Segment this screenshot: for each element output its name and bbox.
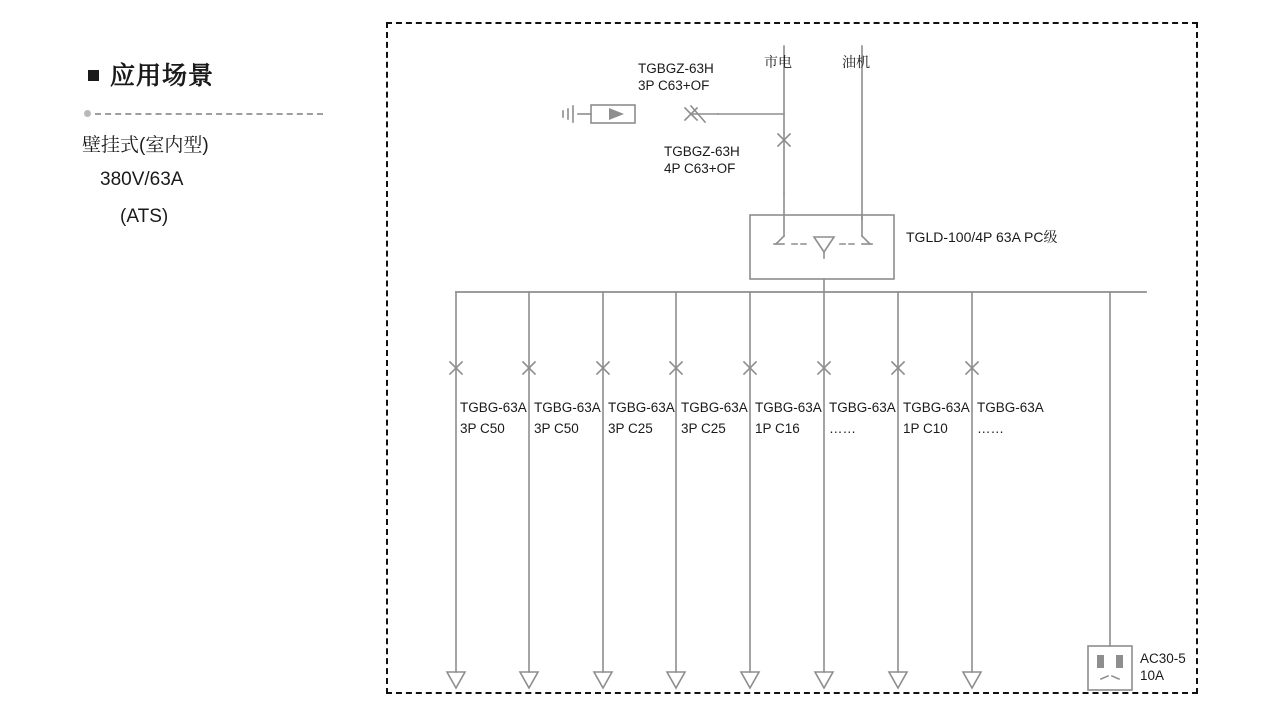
label-feeder-3-line1: TGBG-63A (608, 400, 675, 415)
label-feeder-2-line1: TGBG-63A (534, 400, 601, 415)
label-socket-line1: AC30-5 (1140, 651, 1186, 666)
socket-slot-angled-left (1101, 676, 1108, 679)
ats-triangle-icon (814, 237, 834, 252)
label-feeder-4-line2: 3P C25 (681, 421, 726, 436)
socket-slot-right (1116, 655, 1123, 668)
label-breaker-top-line1: TGBGZ-63H (638, 61, 714, 76)
single-line-diagram (386, 22, 1198, 694)
label-feeder-1-line2: 3P C50 (460, 421, 505, 436)
label-ats-device: TGLD-100/4P 63A PC级 (906, 229, 1058, 245)
ats-contact-right (862, 236, 870, 244)
label-feeder-6-line2: …… (829, 421, 856, 436)
feeder-load-arrow-7 (889, 672, 907, 688)
label-feeder-5-line1: TGBG-63A (755, 400, 822, 415)
feeder-load-arrow-4 (667, 672, 685, 688)
spec-line-type: (ATS) (120, 206, 169, 227)
label-feeder-6-line1: TGBG-63A (829, 400, 896, 415)
label-feeder-7-line1: TGBG-63A (903, 400, 970, 415)
label-feeder-1-line1: TGBG-63A (460, 400, 527, 415)
feeder-load-arrow-5 (741, 672, 759, 688)
divider-dashed-line (95, 113, 323, 115)
divider-dot-icon (84, 110, 91, 117)
label-mains-source: 市电 (764, 54, 792, 70)
label-feeder-3-line2: 3P C25 (608, 421, 653, 436)
schematic-drawing (388, 24, 1196, 692)
label-feeder-4-line1: TGBG-63A (681, 400, 748, 415)
label-feeder-8-line2: …… (977, 421, 1004, 436)
page-title-text: 应用场景 (110, 62, 215, 90)
ats-box (750, 215, 894, 279)
left-info-panel (0, 0, 360, 721)
feeder-load-arrow-8 (963, 672, 981, 688)
socket-slot-angled-right (1112, 676, 1119, 679)
square-bullet-icon (88, 70, 99, 81)
feeder-load-arrow-1 (447, 672, 465, 688)
label-feeder-8-line1: TGBG-63A (977, 400, 1044, 415)
page-title (88, 56, 214, 92)
divider (84, 108, 324, 120)
feeder-load-arrow-6 (815, 672, 833, 688)
label-breaker-top-line2: 3P C63+OF (638, 78, 710, 93)
indicator-arrow-icon (609, 108, 624, 120)
label-feeder-5-line2: 1P C16 (755, 421, 800, 436)
spec-line-rating: 380V/63A (100, 169, 184, 190)
spec-line-mounting: 壁挂式(室内型) (82, 135, 209, 156)
label-generator-source: 油机 (842, 54, 870, 70)
ats-contact-left (776, 236, 784, 244)
label-breaker-main-line1: TGBGZ-63H (664, 144, 740, 159)
label-feeder-7-line2: 1P C10 (903, 421, 948, 436)
diagram-canvas (388, 24, 1196, 692)
socket-slot-left (1097, 655, 1104, 668)
feeder-load-arrow-3 (594, 672, 612, 688)
feeder-group (447, 292, 981, 688)
socket-body (1088, 646, 1132, 690)
label-socket-line2: 10A (1140, 668, 1165, 683)
label-breaker-main-line2: 4P C63+OF (664, 161, 736, 176)
label-feeder-2-line2: 3P C50 (534, 421, 579, 436)
feeder-load-arrow-2 (520, 672, 538, 688)
